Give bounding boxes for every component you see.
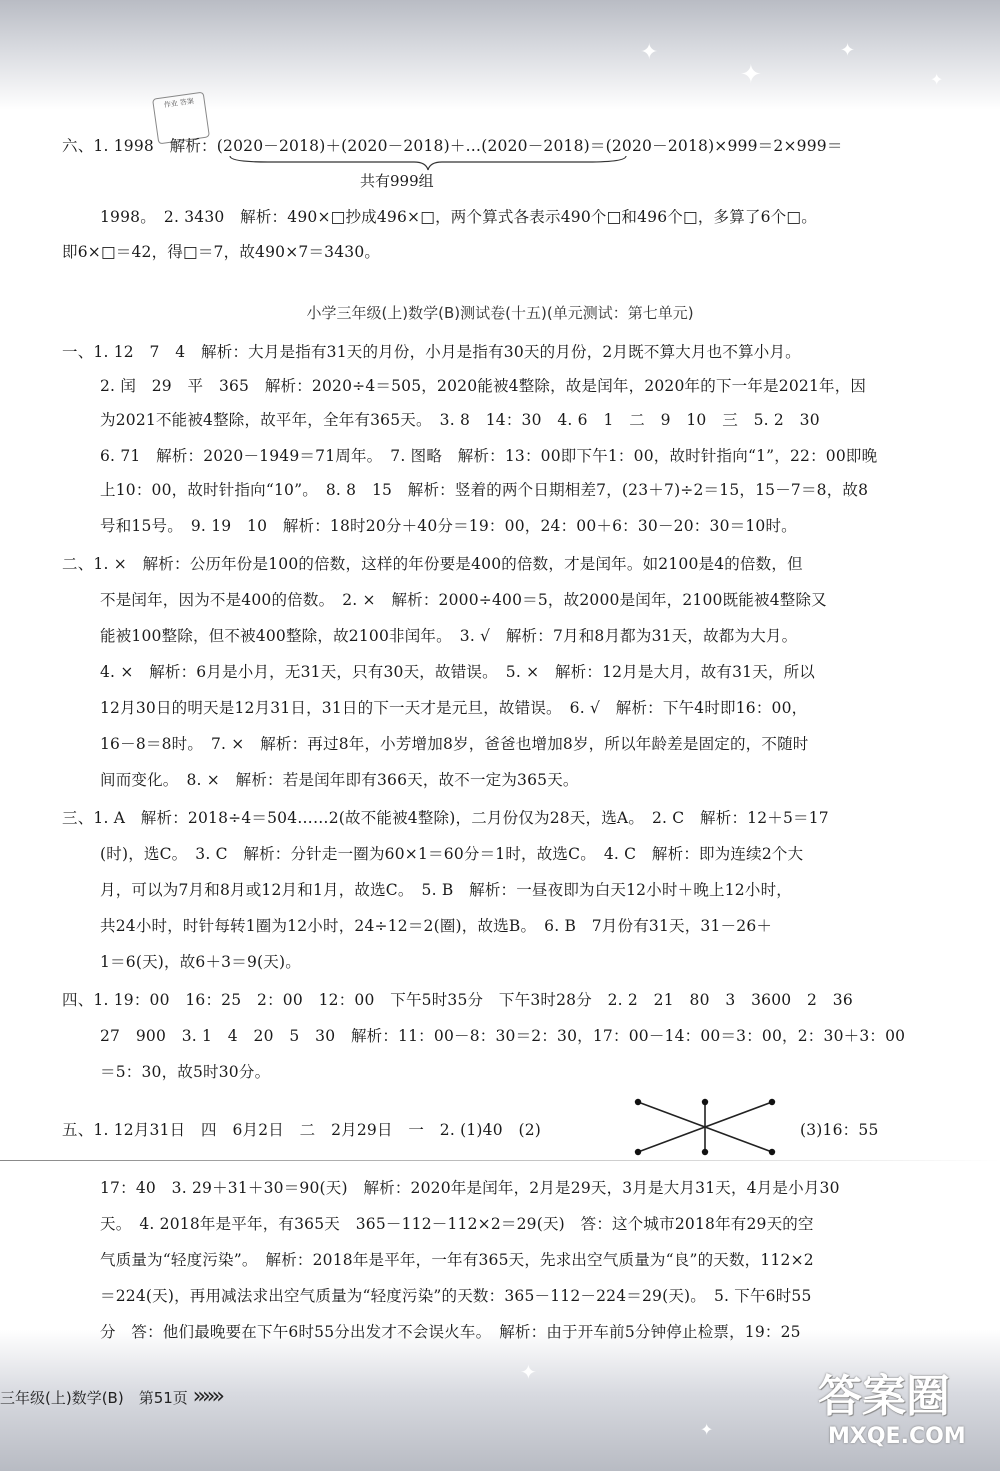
watermark-logo: 答案圈 (818, 1371, 950, 1422)
divider (0, 1160, 1000, 1161)
answer-line: 五、1. 12月31日 四 6月2日 二 2月29日 一 2. (1)40 (2) (62, 1121, 542, 1139)
sparkle-icon: ✦ (700, 1420, 714, 1439)
watermark-url: MXQE.COM (828, 1424, 966, 1449)
answer-line: 分 答：他们最晚要在下午6时55分出发才不会误火车。 解析：由于开车前5分钟停止检票，19：25 (100, 1323, 801, 1341)
answer-line: 三、1. A 解析：2018÷4＝504……2(故不能被4整除)，二月份仅为28天，选A。 2. C 解析：12＋5＝17 (62, 809, 829, 827)
brace-label: 共有999组 (360, 172, 434, 190)
answer-line: 号和15号。 9. 19 10 解析：18时20分＋40分＝19：00，24：00＋6：30－20：30＝10时。 (100, 517, 797, 535)
answer-line: 四、1. 19：00 16：25 2：00 12：00 下午5时35分 下午3时28分 2. 2 21 80 3 3600 2 36 (62, 991, 853, 1009)
answer-line: 12月30日的明天是12月31日，31日的下一天才是元旦，故错误。 6. √ 解析：下午4时即16：00， (100, 699, 808, 717)
section-6-line-3: 即6×□＝42，得□＝7，故490×7＝3430。 (62, 243, 381, 261)
answer-line: 月，可以为7月和8月或12月和1月，故选C。 5. B 解析：一昼夜即为白天12小时＋晚上12小时， (100, 881, 792, 899)
answer-line: 17：40 3. 29＋31＋30＝90(天) 解析：2020年是闰年，2月是29天，3月是大月31天，4月是小月30 (100, 1179, 840, 1197)
answer-line: 间而变化。 8. × 解析：若是闰年即有366天，故不一定为365天。 (100, 771, 579, 789)
answer-line: 不是闰年，因为不是400的倍数。 2. × 解析：2000÷400＝5，故2000是闰年，2100既能被4整除又 (100, 591, 827, 609)
page-title: 小学三年级(上)数学(B)测试卷(十五)(单元测试：第七单元) (306, 304, 694, 322)
answer-line: 1＝6(天)，故6＋3＝9(天)。 (100, 953, 301, 971)
answer-line: 为2021不能被4整除，故平年，全年有365天。 3. 8 14：30 4. 6 1 二 9 10 三 5. 2 30 (100, 411, 820, 429)
watermark (818, 1360, 993, 1465)
answer-line: 天。 4. 2018年是平年，有365天 365－112－112×2＝29(天) 答：这个城市2018年有29天的空 (100, 1215, 814, 1233)
answer-line: (时)，选C。 3. C 解析：分针走一圈为60×1＝60分＝1时，故选C。 4. C 解析：即为连续2个大 (100, 845, 804, 863)
page-footer (0, 1384, 221, 1409)
section-6-line-2: 1998。 2. 3430 解析：490×□抄成496×□，两个算式各表示490个□和496个□，多算了6个□。 (100, 208, 817, 226)
answer-line: (3)16：55 (800, 1121, 879, 1139)
answer-line: 能被100整除，但不被400整除，故2100非闰年。 3. √ 解析：7月和8月都为31天，故都为大月。 (100, 627, 798, 645)
section-6-line-1: 六、1. 1998 解析：(2020－2018)＋(2020－2018)＋…(2020－2018)＝(2020－2018)×999＝2×999＝ (62, 137, 843, 155)
clock-line-diagram (630, 1096, 780, 1158)
answer-line: 气质量为“轻度污染”。 解析：2018年是平年，一年有365天，先求出空气质量为“良”的天数，112×2 (100, 1251, 814, 1269)
sparkle-icon: ✦ (930, 70, 944, 89)
stamp-text: 作业 答案 (163, 97, 195, 110)
answer-line: 4. × 解析：6月是小月，无31天，只有30天，故错误。 5. × 解析：12月是大月，故有31天，所以 (100, 663, 816, 681)
answer-line: ＝5：30，故5时30分。 (100, 1063, 271, 1081)
answer-line: 2. 闰 29 平 365 解析：2020÷4＝505，2020能被4整除，故是闰年，2020年的下一年是2021年，因 (100, 377, 867, 395)
arrow-icon: »»» (192, 1384, 221, 1409)
answer-line: ＝224(天)，再用减法求出空气质量为“轻度污染”的天数：365－112－224＝29(天)。 5. 下午6时55 (100, 1287, 812, 1305)
sparkle-icon: ✦ (740, 60, 762, 90)
answer-line: 上10：00，故时针指向“10”。 8. 8 15 解析：竖着的两个日期相差7，(23＋7)÷2＝15，15－7＝8，故8 (100, 481, 869, 499)
answer-line: 16－8＝8时。 7. × 解析：再过8年，小芳增加8岁，爸爸也增加8岁，所以年龄差是固定的，不随时 (100, 735, 809, 753)
sparkle-icon: ✦ (640, 40, 659, 65)
answer-line: 6. 71 解析：2020－1949＝71周年。 7. 图略 解析：13：00即下午1：00，故时针指向“1”，22：00即晚 (100, 447, 878, 465)
answer-line: 一、1. 12 7 4 解析：大月是指有31天的月份，小月是指有30天的月份，2月既不算大月也不算小月。 (62, 343, 801, 361)
answer-line: 27 900 3. 1 4 20 5 30 解析：11：00－8：30＝2：30，17：00－14：00＝3：00，2：30＋3：00 (100, 1027, 906, 1045)
answer-line: 二、1. × 解析：公历年份是100的倍数，这样的年份要是400的倍数，才是闰年。如2100是4的倍数，但 (62, 555, 803, 573)
sparkle-icon: ✦ (840, 40, 856, 61)
answer-line: 共24小时，时针每转1圈为12小时，24÷12＝2(圈)，故选B。 6. B 7月份有31天，31－26＋ (100, 917, 773, 935)
footer-label: 三年级(上)数学(B) 第51页 (0, 1389, 188, 1407)
sparkle-icon: ✦ (520, 1360, 537, 1384)
